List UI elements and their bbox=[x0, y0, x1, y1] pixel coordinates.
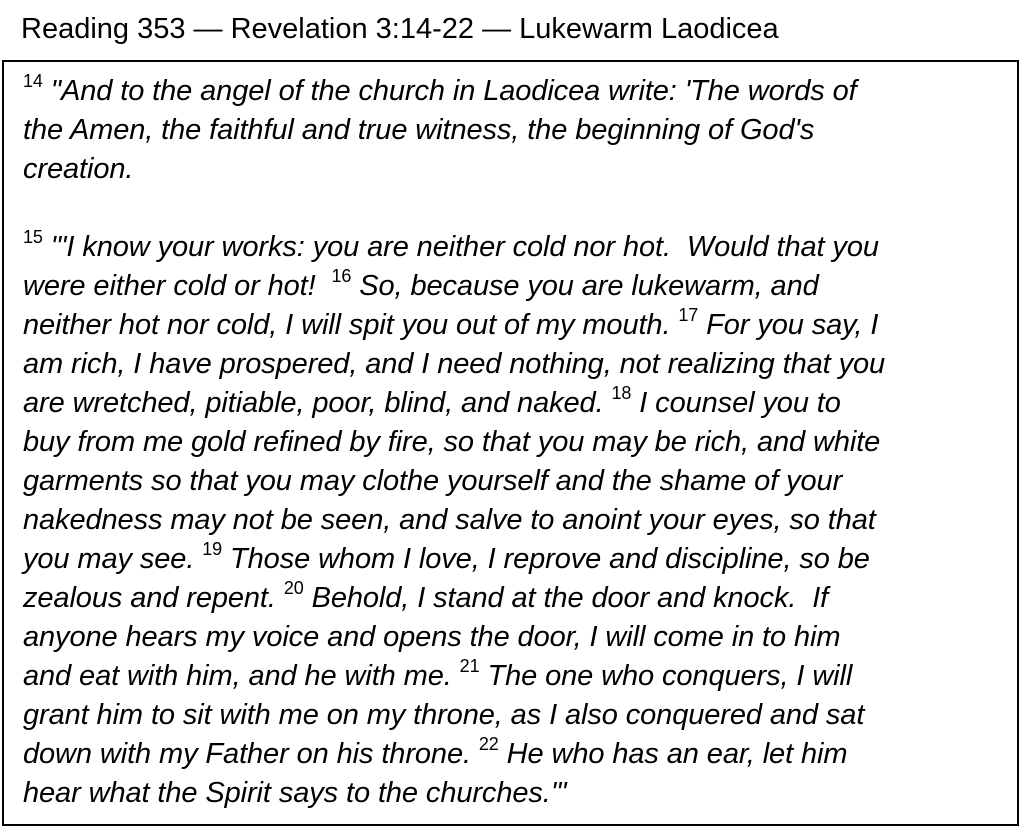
verse-number-19: 19 bbox=[202, 539, 223, 560]
passage-line bbox=[23, 657, 1008, 696]
passage-line: creation. bbox=[23, 153, 134, 185]
passage-line: buy from me gold refined by fire, so that you may be rich, and white bbox=[23, 426, 881, 458]
verse-text: down with my Father on his throne. bbox=[23, 738, 479, 770]
passage-box bbox=[2, 60, 1019, 826]
verse-number-17: 17 bbox=[678, 305, 699, 326]
verse-number-20: 20 bbox=[283, 578, 304, 599]
verse-text: He who has an ear, let him bbox=[498, 738, 848, 770]
passage-line bbox=[23, 540, 1008, 579]
passage-line: hear what the Spirit says to the churches.'" bbox=[23, 777, 567, 809]
verse-text: For you say, I bbox=[698, 309, 879, 341]
passage-line bbox=[23, 384, 1008, 423]
verse-text: neither hot nor cold, I will spit you out of my mouth. bbox=[23, 309, 679, 341]
passage-line bbox=[23, 735, 1008, 774]
passage-line: garments so that you may clothe yourself and the shame of your bbox=[23, 465, 843, 497]
verse-text: "And to the angel of the church in Laodicea write: 'The words of bbox=[42, 75, 857, 107]
passage-line: am rich, I have prospered, and I need nothing, not realizing that you bbox=[23, 348, 886, 380]
verse-number-21: 21 bbox=[459, 656, 480, 677]
passage-text bbox=[23, 72, 1008, 813]
verse-text: and eat with him, and he with me. bbox=[23, 660, 460, 692]
verse-text: Those whom I love, I reprove and discipline, so be bbox=[222, 543, 870, 575]
verse-text: were either cold or hot! bbox=[23, 270, 332, 302]
verse-text: are wretched, pitiable, poor, blind, and naked. bbox=[23, 387, 612, 419]
passage-line bbox=[23, 579, 1008, 618]
passage-line bbox=[23, 72, 1008, 111]
verse-text: "'I know your works: you are neither cold nor hot. Would that you bbox=[42, 231, 879, 263]
passage-line: the Amen, the faithful and true witness, the beginning of God's bbox=[23, 114, 815, 146]
verse-text: Behold, I stand at the door and knock. If bbox=[303, 582, 829, 614]
passage-line: grant him to sit with me on my throne, as I also conquered and sat bbox=[23, 699, 865, 731]
passage-line: anyone hears my voice and opens the door, I will come in to him bbox=[23, 621, 841, 653]
verse-text: I counsel you to bbox=[631, 387, 841, 419]
page-title: Reading 353 — Revelation 3:14-22 — Lukewarm Laodicea bbox=[21, 13, 779, 45]
paragraph-gap bbox=[23, 189, 1008, 228]
verse-number-15: 15 bbox=[23, 227, 43, 248]
verse-text: The one who conquers, I will bbox=[479, 660, 853, 692]
passage-line bbox=[23, 228, 1008, 267]
passage-line bbox=[23, 267, 1008, 306]
verse-number-16: 16 bbox=[331, 266, 352, 287]
passage-line: nakedness may not be seen, and salve to anoint your eyes, so that bbox=[23, 504, 876, 536]
verse-text: So, because you are lukewarm, and bbox=[351, 270, 819, 302]
verse-number-14: 14 bbox=[23, 71, 43, 92]
verse-number-18: 18 bbox=[611, 383, 632, 404]
passage-line bbox=[23, 306, 1008, 345]
verse-number-22: 22 bbox=[478, 734, 499, 755]
verse-text: you may see. bbox=[23, 543, 203, 575]
verse-text: zealous and repent. bbox=[23, 582, 284, 614]
